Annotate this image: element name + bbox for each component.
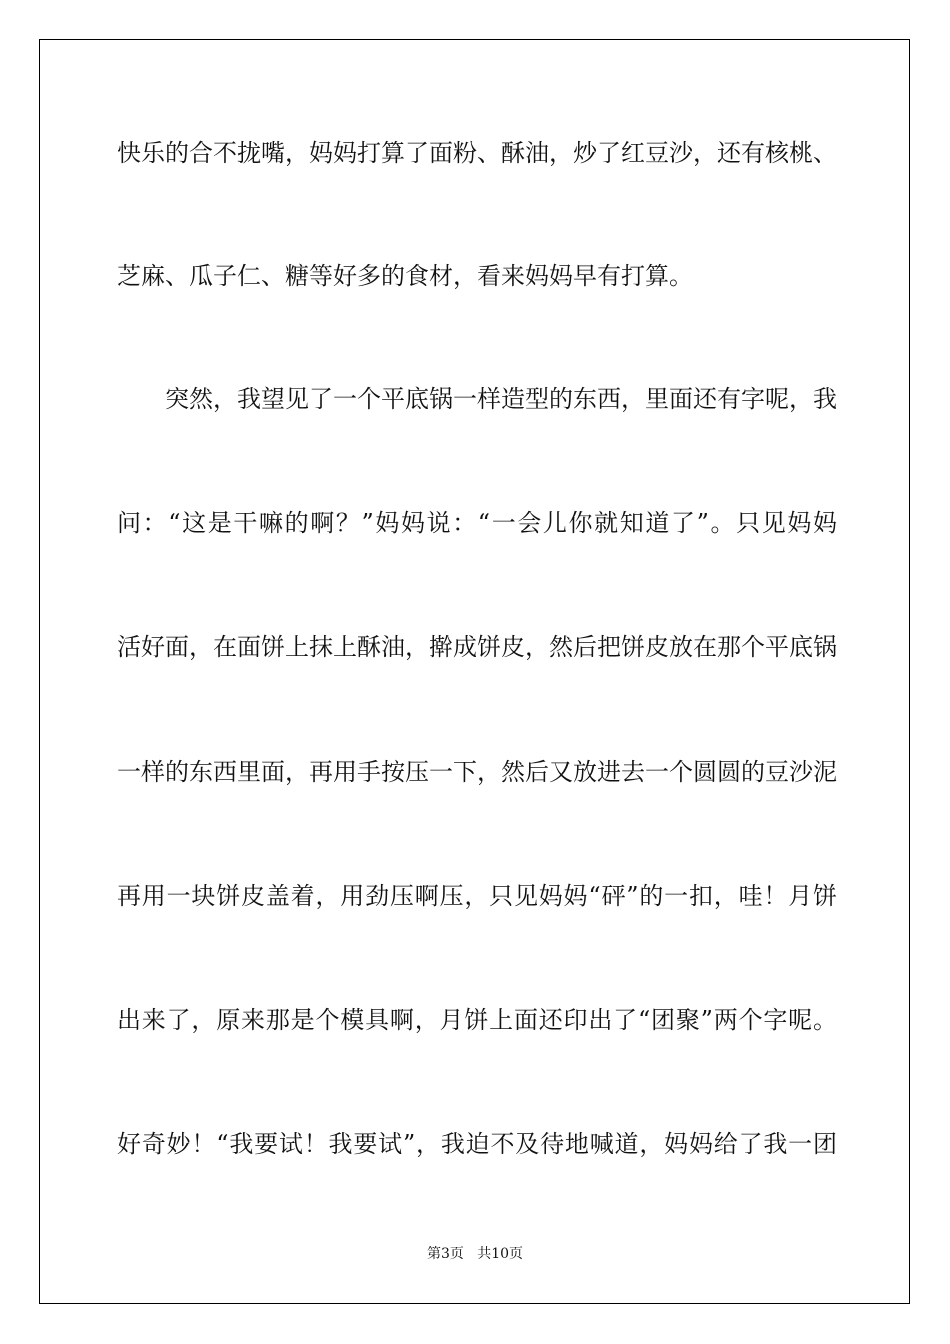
paragraph-line-1: 快乐的合不拢嘴，妈妈打算了面粉、酥油，炒了红豆沙，还有核桃、	[117, 139, 837, 167]
paragraph-line-5: 活好面，在面饼上抹上酥油，擀成饼皮，然后把饼皮放在那个平底锅	[117, 633, 837, 661]
page-number-footer: 第3页 共10页	[426, 1246, 524, 1262]
paragraph-line-4: 问：“这是干嘛的啊？”妈妈说：“一会儿你就知道了”。只见妈妈	[117, 509, 837, 537]
paragraph-line-6: 一样的东西里面，再用手按压一下，然后又放进去一个圆圆的豆沙泥	[117, 758, 837, 786]
paragraph-line-3: 突然，我望见了一个平底锅一样造型的东西，里面还有字呢，我	[165, 385, 837, 413]
page-border	[39, 39, 910, 1304]
paragraph-line-9: 好奇妙！“我要试！我要试”，我迫不及待地喊道，妈妈给了我一团	[117, 1130, 837, 1158]
paragraph-line-7: 再用一块饼皮盖着，用劲压啊压，只见妈妈“砰”的一扣，哇！月饼	[117, 882, 837, 910]
paragraph-line-2: 芝麻、瓜子仁、糖等好多的食材，看来妈妈早有打算。	[117, 262, 693, 290]
paragraph-line-8: 出来了，原来那是个模具啊，月饼上面还印出了“团聚”两个字呢。	[117, 1006, 837, 1034]
